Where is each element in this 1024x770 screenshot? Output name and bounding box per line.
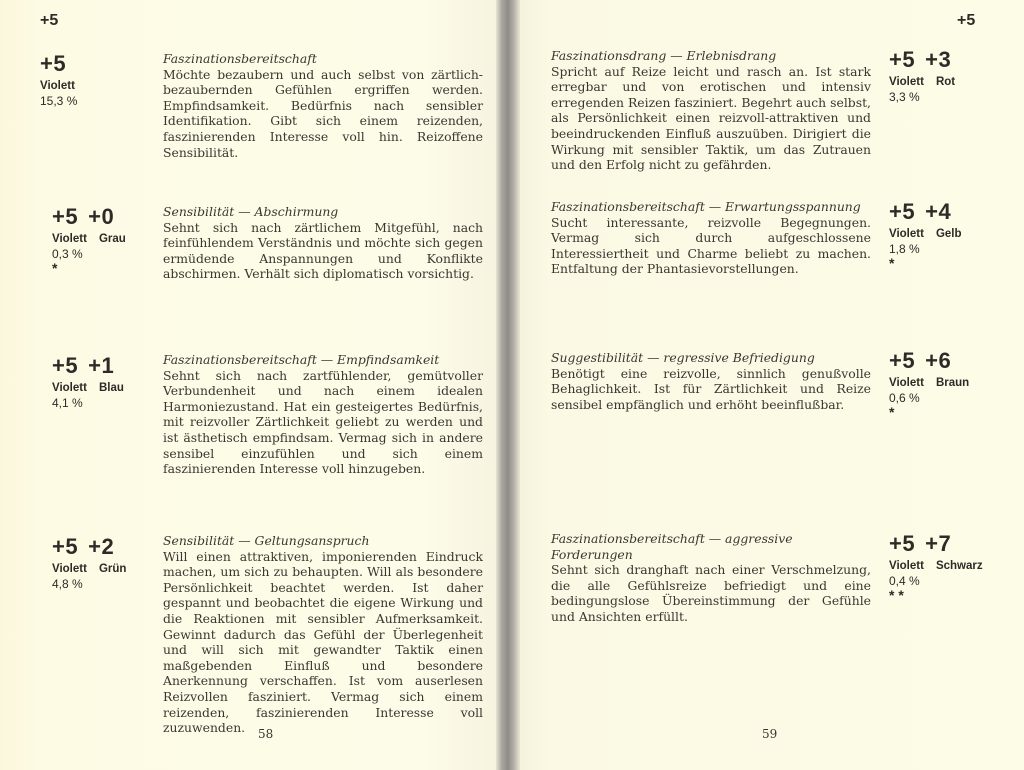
color-name: Violett <box>52 563 87 575</box>
entry-heading: Suggestibilität — regressive Befriedigung <box>551 350 815 365</box>
frequency-percent: 0,3 % <box>52 247 83 261</box>
frequency-percent: 1,8 % <box>889 242 920 256</box>
color-name: Grau <box>98 233 126 245</box>
frequency-percent: 15,3 % <box>40 94 78 108</box>
book-gutter <box>496 0 520 770</box>
color-name: Violett <box>889 560 924 572</box>
code-number: +6 <box>925 348 952 373</box>
color-name: Gelb <box>935 228 962 240</box>
code-number: +5 <box>52 534 79 559</box>
color-name: Schwarz <box>935 560 983 572</box>
color-name: Violett <box>52 382 87 394</box>
entry-text: Benötigt eine reizvolle, sinnlich genußvolle Behaglichkeit. Ist für Zärtlichkeit und Reize sensibel empfänglich und erhöht beeinflußbar. <box>551 365 871 412</box>
color-code-block <box>52 535 126 591</box>
code-number: +3 <box>925 47 952 72</box>
entry-text: Sehnt sich nach zartfühlender, gemütvoller Verbundenheit und nach einem idealen Harmoniezustand. Hat ein gesteigertes Bedürfnis, mit reizvoller Zärtlichkeit geliebt zu werden und ist ästhetisch empfindsam. Vermag sich in andere sensibel einzufühlen und sich einem faszinierenden Interesse voll hinzugeben. <box>163 367 483 477</box>
interpretation-entry <box>551 531 871 625</box>
code-number: +5 <box>889 47 916 72</box>
interpretation-entry <box>163 51 483 160</box>
interpretation-entry <box>551 199 871 277</box>
entry-text: Will einen attraktiven, imponierenden Eindruck machen, um sich zu behaupten. Will als besondere Persönlichkeit beachtet werden. Ist daher gespannt und beobachtet die eigene Wirkung und die Reaktionen mit sensibler Aufmerksamkeit. Gewinnt dadurch das Gefühl der Überlegenheit und will sich mit gewandter Taktik einen maßgebenden Einfluß und besondere Anerkennung verschaffen. Ist vom auserlesen Reizvollen fasziniert. Vermag sich einem reizenden, faszinierenden Interesse voll zuzuwenden. <box>163 548 483 736</box>
entry-heading: Faszinationsbereitschaft — Erwartungsspannung <box>551 199 861 214</box>
code-number: +1 <box>88 353 115 378</box>
color-name: Braun <box>935 377 970 389</box>
color-code-block <box>52 205 126 275</box>
interpretation-entry <box>551 48 871 173</box>
color-name: Violett <box>889 377 924 389</box>
color-code-block <box>889 48 955 104</box>
page-number-right: 59 <box>762 727 778 741</box>
entry-text: Spricht auf Reize leicht und rasch an. Ist stark erregbar und von erotischen und intensiv erregenden Reizen fasziniert. Begehrt auch selbst, als Persönlichkeit einen reizvoll-attraktiven und beeindruckenden Einfluß auszuüben. Dirigiert die Wirkung mit sensibler Taktik, um das Zutrauen und den Erfolg nicht zu gefährden. <box>551 63 871 173</box>
entry-text: Sehnt sich dranghaft nach einer Verschmelzung, die alle Gefühlsreize befriedigt und eine bedingungslose Übereinstimmung der Gefühle und Ansichten erfüllt. <box>551 562 871 624</box>
code-number: +7 <box>925 531 952 556</box>
interpretation-entry <box>163 204 483 282</box>
entry-heading: Faszinationsbereitschaft — Empfindsamkeit <box>163 352 440 367</box>
code-number: +5 <box>889 531 916 556</box>
code-number: +5 <box>889 199 916 224</box>
entry-text: Sehnt sich nach zärtlichem Mitgefühl, nach feinfühlendem Verständnis und möchte sich gegen ermüdende Anspannungen und Konflikte abschirmen. Verhält sich diplomatisch vorsichtig. <box>163 219 483 282</box>
frequency-percent: 4,1 % <box>52 396 83 410</box>
page-number-left: 58 <box>258 727 274 741</box>
code-number: +5 <box>40 51 67 76</box>
color-name: Violett <box>889 228 924 240</box>
entry-text: Möchte bezaubern und auch selbst von zärtlich-bezaubernden Gefühlen ergriffen werden. Empfindsamkeit. Bedürfnis nach sensibler Identifikation. Gibt sich einem reizenden, faszinierenden Interesse voll hin. Reizoffene Sensibilität. <box>163 66 483 160</box>
entry-heading: Faszinationsdrang — Erlebnisdrang <box>551 48 777 63</box>
color-code-block <box>889 200 962 270</box>
color-code-block <box>889 532 983 602</box>
color-code-block <box>52 354 124 410</box>
code-number: +5 <box>889 348 916 373</box>
frequency-percent: 0,6 % <box>889 391 920 405</box>
rarity-stars: * <box>52 260 58 276</box>
entry-heading: Faszinationsbereitschaft — aggressive Forderungen <box>551 531 793 562</box>
running-head-right: +5 <box>957 12 976 29</box>
color-name: Violett <box>40 80 75 92</box>
frequency-percent: 4,8 % <box>52 577 83 591</box>
interpretation-entry <box>163 352 483 477</box>
entry-heading: Sensibilität — Abschirmung <box>163 204 339 219</box>
entry-heading: Sensibilität — Geltungsanspruch <box>163 533 370 548</box>
color-name: Violett <box>52 233 87 245</box>
entry-heading: Faszinationsbereitschaft <box>163 51 317 66</box>
frequency-percent: 3,3 % <box>889 90 920 104</box>
color-code-block <box>889 349 969 419</box>
entry-text: Sucht interessante, reizvolle Begegnungen. Vermag sich durch aufgeschlossene Interessiertheit und Charme beliebt zu machen. Entfaltung der Phantasievorstellungen. <box>551 214 871 277</box>
rarity-stars: * <box>889 255 895 271</box>
running-head-left: +5 <box>40 12 59 29</box>
code-number: +0 <box>88 204 115 229</box>
color-name: Rot <box>935 76 956 88</box>
color-name: Violett <box>889 76 924 88</box>
color-name: Blau <box>98 382 124 394</box>
code-number: +5 <box>52 353 79 378</box>
code-number: +5 <box>52 204 79 229</box>
frequency-percent: 0,4 % <box>889 574 920 588</box>
interpretation-entry <box>163 533 483 736</box>
color-name: Grün <box>98 563 127 575</box>
interpretation-entry <box>551 350 871 412</box>
rarity-stars: * * <box>889 587 904 603</box>
rarity-stars: * <box>889 404 895 420</box>
code-number: +4 <box>925 199 952 224</box>
color-code-block <box>40 52 77 108</box>
code-number: +2 <box>88 534 115 559</box>
